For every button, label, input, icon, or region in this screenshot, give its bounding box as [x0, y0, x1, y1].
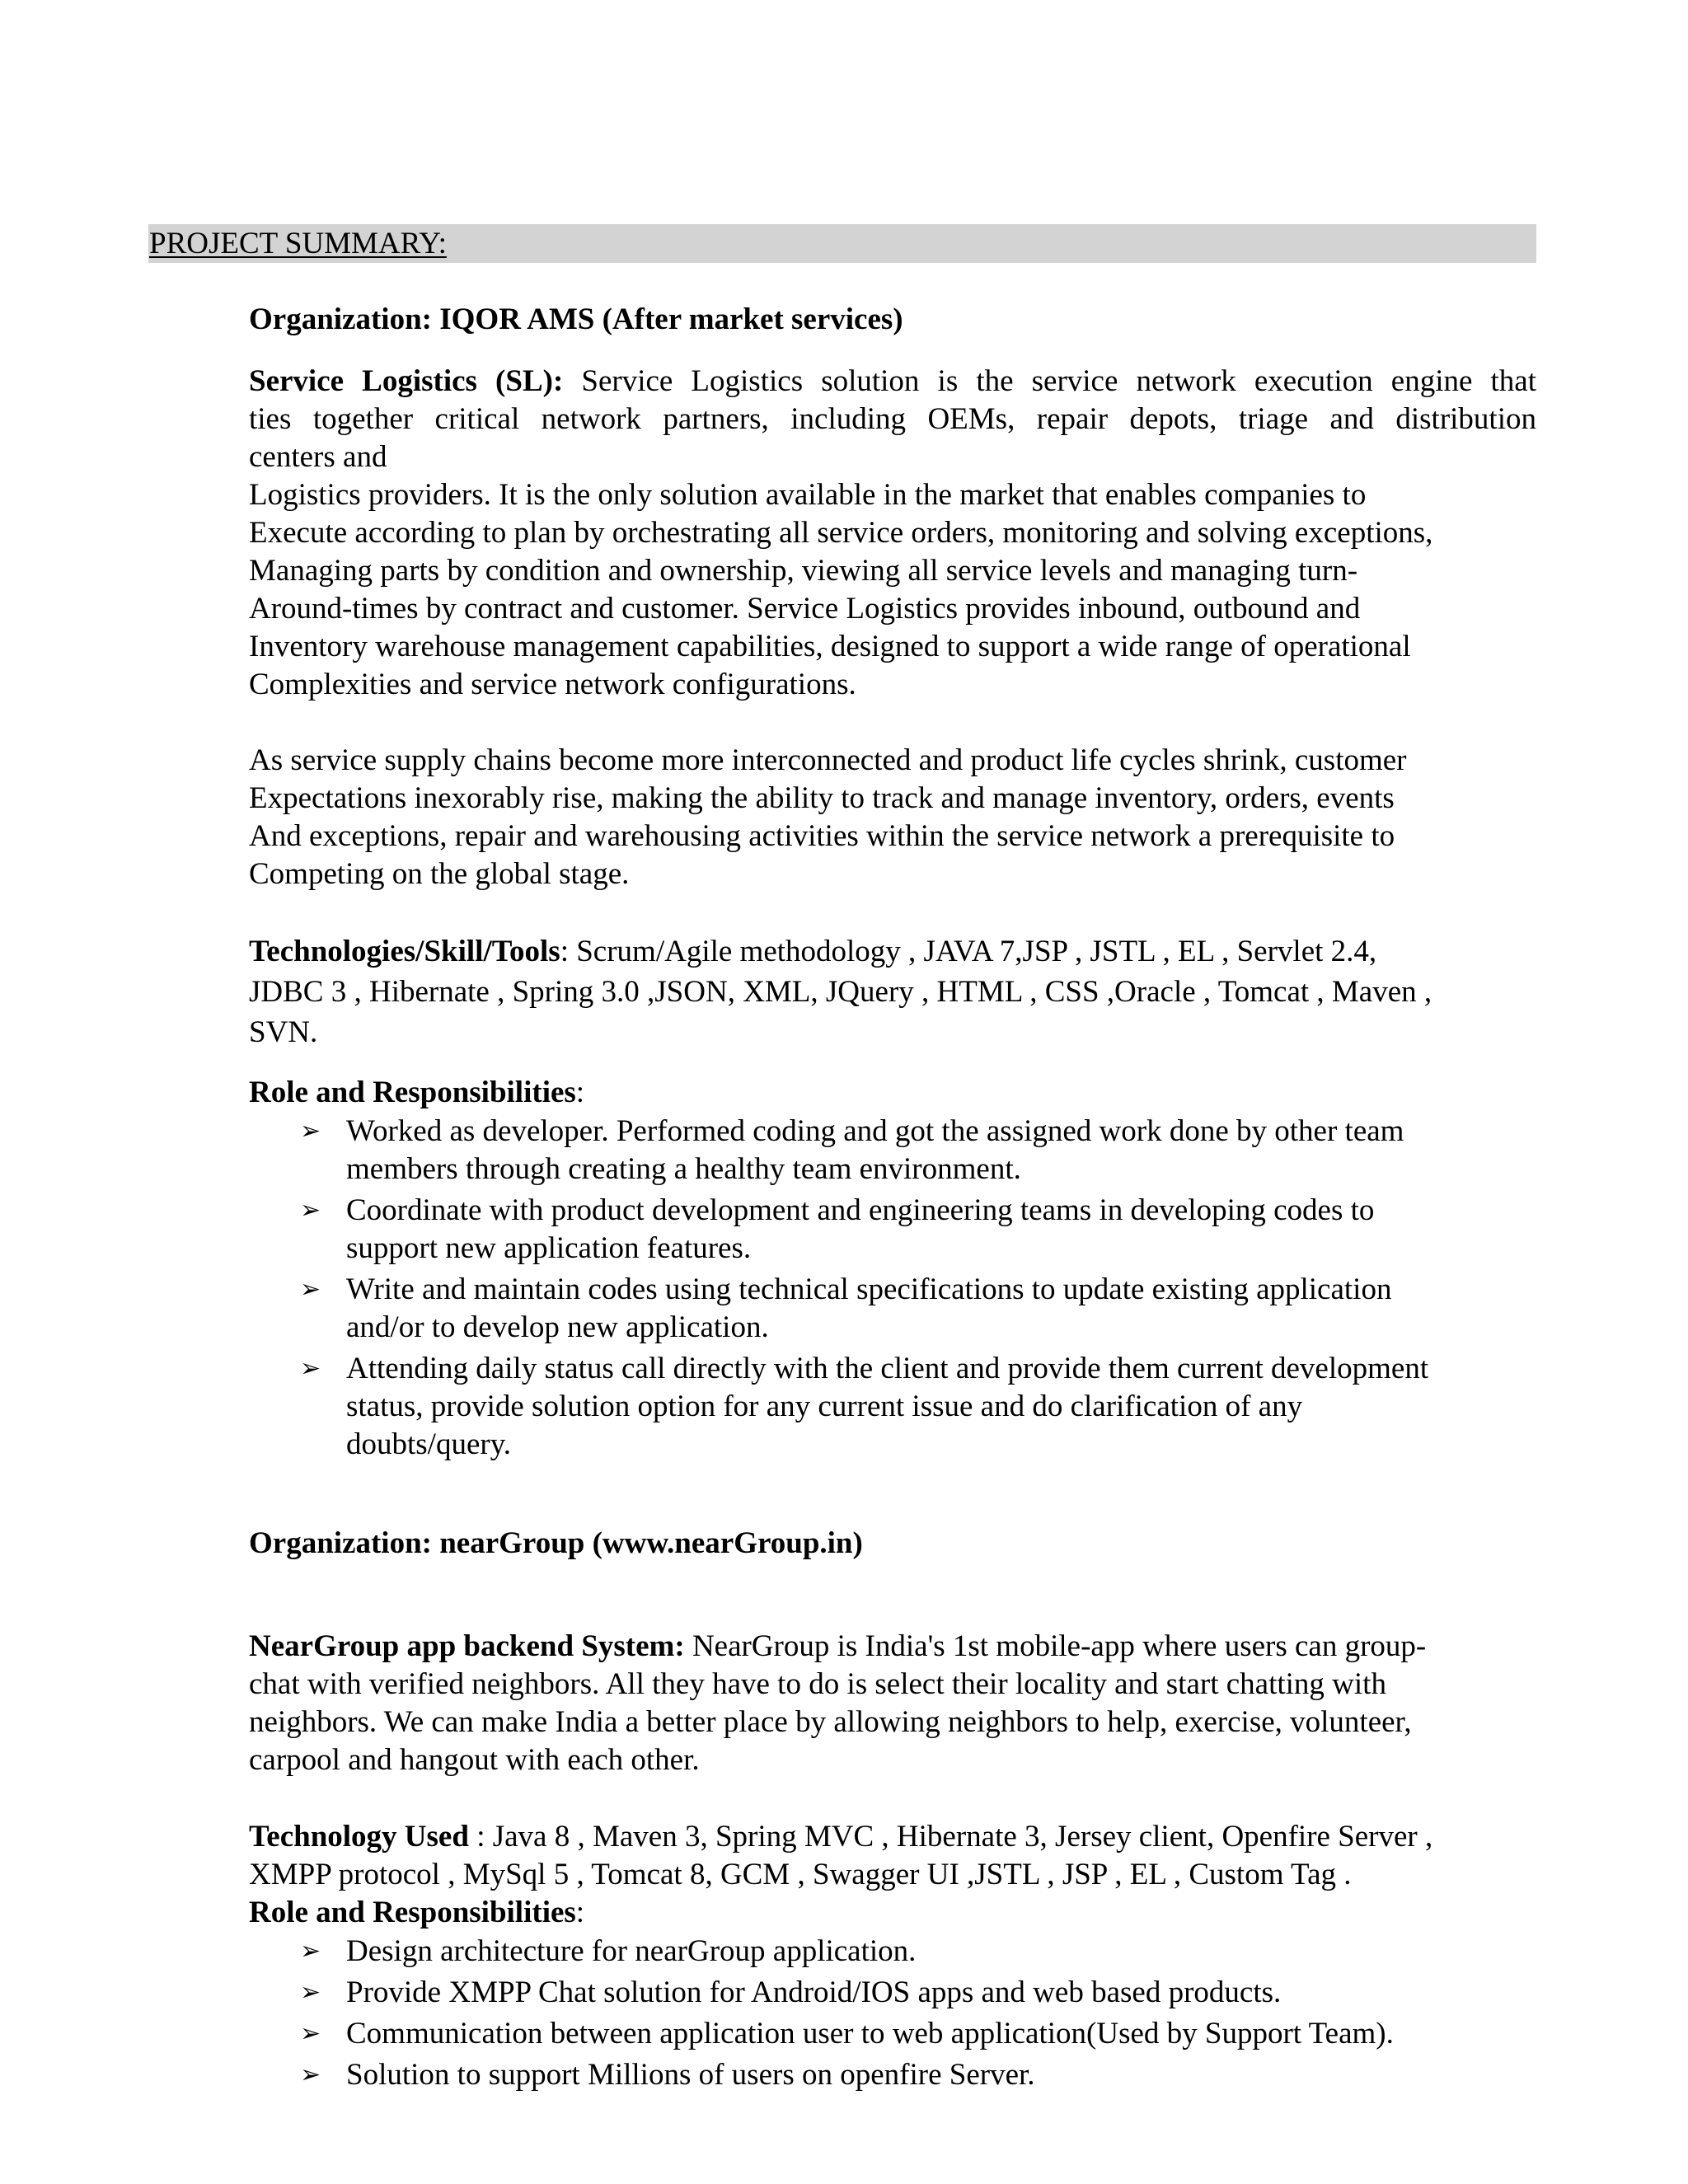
list-item: ➢ Coordinate with product development and engineering teams in developing codes to support new application features. — [300, 1193, 1375, 1265]
arrow-bullet-icon: ➢ — [300, 1275, 321, 1304]
organization-label: Organization: — [249, 1526, 432, 1560]
description-line: chat with verified neighbors. All they have to do is select their locality and start chatting with — [249, 1667, 1386, 1701]
description-line: NearGroup app backend System: NearGroup is India's 1st mobile-app where users can group- — [249, 1629, 1427, 1663]
project2-description — [249, 1628, 1536, 1779]
list-item: ➢ Provide XMPP Chat solution for Android/IOS apps and web based products. — [249, 1974, 1536, 2012]
organization-label: Organization: — [249, 302, 432, 336]
project2-technologies — [249, 1818, 1536, 1932]
list-item: ➢ Communication between application user to web application(Used by Support Team). — [249, 2015, 1536, 2053]
paragraph-line: Expectations inexorably rise, making the ability to track and manage inventory, orders, events — [249, 781, 1395, 815]
arrow-bullet-icon: ➢ — [300, 1117, 321, 1146]
project1-paragraph-2 — [249, 742, 1536, 893]
tech-line: SVN. — [249, 1015, 318, 1049]
arrow-bullet-icon: ➢ — [300, 1196, 321, 1225]
list-item: ➢ Write and maintain codes using technical specifications to update existing application and/or to develop new application. — [300, 1272, 1392, 1344]
description-line: Inventory warehouse management capabilities, designed to support a wide range of operational — [249, 630, 1411, 663]
description-line: Complexities and service network configurations. — [249, 668, 856, 701]
description-line: Service Logistics (SL): Service Logistics solution is the service network execution engine that — [249, 364, 1537, 398]
description-line: Managing parts by condition and ownership, viewing all service levels and managing turn- — [249, 554, 1358, 588]
tech-label: Technologies/Skill/Tools — [249, 935, 560, 968]
description-line: centers and — [249, 440, 387, 474]
list-item: ➢ Worked as developer. Performed coding and got the assigned work done by other team members through creating a healthy team environment. — [300, 1114, 1404, 1186]
paragraph-line: And exceptions, repair and warehousing activities within the service network a prerequisite to — [249, 819, 1395, 853]
arrow-bullet-icon: ➢ — [300, 1937, 321, 1966]
organization-value: IQOR AMS (After market services) — [439, 302, 903, 336]
project1-organization — [249, 301, 1536, 339]
project-label: Service Logistics (SL): — [249, 364, 564, 398]
project1-responsibilities — [249, 1113, 1536, 1467]
project2-organization — [249, 1525, 1536, 1563]
project1-description — [249, 363, 1536, 704]
paragraph-line: As service supply chains become more interconnected and product life cycles shrink, customer — [249, 743, 1407, 777]
description-line: Around-times by contract and customer. Service Logistics provides inbound, outbound and — [249, 592, 1361, 626]
tech-label: Technology Used — [249, 1820, 469, 1854]
arrow-bullet-icon: ➢ — [300, 2060, 321, 2089]
list-item: ➢ Design architecture for nearGroup application. — [249, 1933, 1536, 1971]
tech-line: Technologies/Skill/Tools: Scrum/Agile methodology , JAVA 7,JSP , JSTL , EL , Servlet 2.4, — [249, 935, 1377, 968]
project-label: NearGroup app backend System: — [249, 1629, 685, 1663]
roles-heading: Role and Responsibilities: — [249, 1896, 585, 1929]
arrow-bullet-icon: ➢ — [300, 2019, 321, 2048]
project2-responsibilities — [249, 1933, 1536, 2097]
project1-technologies — [249, 931, 1536, 1052]
tech-line: Technology Used : Java 8 , Maven 3, Spring MVC , Hibernate 3, Jersey client, Openfire Server , — [249, 1820, 1433, 1854]
list-item: ➢ Attending daily status call directly with the client and provide them current development status, provide solution option for any current issue and do clarification of any doubts/query. — [300, 1352, 1429, 1461]
arrow-bullet-icon: ➢ — [300, 1978, 321, 2007]
paragraph-line: Competing on the global stage. — [249, 857, 630, 891]
roles-label: Role and Responsibilities — [249, 1076, 576, 1109]
arrow-bullet-icon: ➢ — [300, 1354, 321, 1383]
description-line: ties together critical network partners, including OEMs, repair depots, triage and distribution — [249, 402, 1536, 436]
description-line: Execute according to plan by orchestrating all service orders, monitoring and solving exceptions, — [249, 516, 1433, 550]
tech-line: XMPP protocol , MySql 5 , Tomcat 8, GCM , Swagger UI ,JSTL , JSP , EL , Custom Tag . — [249, 1858, 1352, 1891]
list-item: ➢ Solution to support Millions of users on openfire Server. — [249, 2056, 1536, 2094]
section-title: PROJECT SUMMARY: — [149, 227, 447, 260]
tech-line: JDBC 3 , Hibernate , Spring 3.0 ,JSON, XML, JQuery , HTML , CSS ,Oracle , Tomcat , Maven , — [249, 975, 1432, 1009]
roles-label: Role and Responsibilities — [249, 1896, 576, 1929]
description-line: neighbors. We can make India a better place by allowing neighbors to help, exercise, volunteer, — [249, 1705, 1412, 1739]
project1-roles-heading: Role and Responsibilities: — [249, 1076, 585, 1109]
description-line: carpool and hangout with each other. — [249, 1743, 700, 1777]
description-line: Logistics providers. It is the only solution available in the market that enables companies to — [249, 478, 1367, 512]
organization-value: nearGroup (www.nearGroup.in) — [439, 1526, 863, 1560]
